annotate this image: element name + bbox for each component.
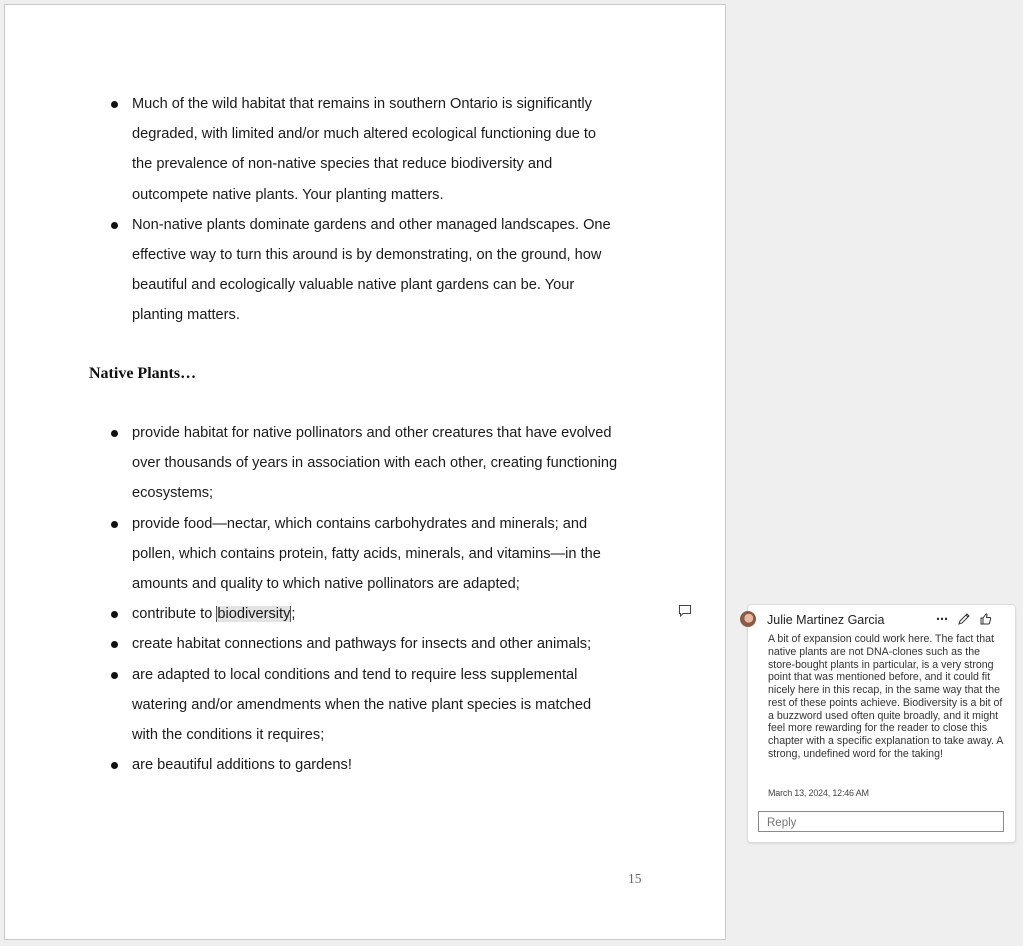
bullet-icon	[111, 222, 118, 229]
line: degraded, with limited and/or much altered ecological functioning due to	[132, 126, 597, 143]
line	[132, 599, 652, 629]
list-item[interactable]	[5, 660, 652, 751]
line: pollen, which contains protein, fatty acids, minerals, and vitamins—in the	[132, 545, 601, 562]
list-item[interactable]	[5, 629, 652, 659]
list-item-commented[interactable]	[5, 599, 652, 629]
text: contribute to	[132, 606, 217, 623]
bullet-icon	[111, 611, 118, 618]
intro-bullet-list	[5, 89, 652, 331]
like-thumb-icon[interactable]	[979, 612, 993, 626]
line: amounts and quality to which native pollinators are adapted;	[132, 576, 520, 593]
line: create habitat connections and pathways for insects and other animals;	[132, 636, 592, 653]
line: over thousands of years in association with each other, creating functioning	[132, 455, 618, 472]
document-page[interactable]	[4, 4, 726, 940]
list-item[interactable]	[5, 210, 652, 331]
bullet-icon	[111, 101, 118, 108]
bullet-icon	[111, 672, 118, 679]
comment-timestamp: March 13, 2024, 12:46 AM	[768, 788, 869, 798]
native-plants-bullet-list	[5, 418, 652, 780]
more-options-button[interactable]: ⋯	[936, 612, 949, 626]
list-item[interactable]	[5, 750, 652, 780]
section-heading: Native Plants…	[89, 365, 197, 382]
bullet-icon	[111, 521, 118, 528]
text: ;	[291, 606, 296, 623]
commented-selection[interactable]: biodiversity	[217, 606, 291, 623]
comment-marker-icon[interactable]	[677, 603, 693, 619]
line: Non-native plants dominate gardens and other managed landscapes. One	[132, 216, 611, 233]
list-item[interactable]	[5, 418, 652, 509]
line: provide food—nectar, which contains carbohydrates and minerals; and	[132, 515, 588, 532]
list-item[interactable]	[5, 509, 652, 600]
line: with the conditions it requires;	[132, 727, 325, 744]
edit-pencil-icon[interactable]	[957, 612, 971, 626]
line: provide habitat for native pollinators and other creatures that have evolved	[132, 425, 612, 441]
line: outcompete native plants. Your planting matters.	[132, 186, 444, 203]
comment-author: Julie Martinez Garcia	[767, 613, 885, 627]
line: planting matters.	[132, 307, 240, 324]
line: the prevalence of non-native species that reduce biodiversity and	[132, 156, 553, 173]
comment-body: A bit of expansion could work here. The fact that native plants are not DNA-clones such as the store-bought plants in particular, is a very strong point that was mentioned before, and it could fit nicely here in this recap, in the same way that the rest of these points achieve. Biodiversity is a bit of a buzzword used often quite broadly, and it might feel more rewarding for the reader to close this chapter with a specific explanation to take away. A strong, undefined word for the taking!	[768, 633, 1003, 760]
bullet-icon	[111, 762, 118, 769]
line: are beautiful additions to gardens!	[132, 757, 352, 774]
page-number: 15	[628, 871, 642, 886]
reply-input[interactable]	[758, 811, 1004, 832]
line: are adapted to local conditions and tend to require less supplemental	[132, 666, 578, 683]
line: ecosystems;	[132, 485, 214, 502]
comment-actions	[936, 611, 993, 627]
line: effective way to turn this around is by demonstrating, on the ground, how	[132, 247, 602, 264]
bullet-icon	[111, 430, 118, 437]
author-avatar	[740, 611, 756, 627]
bullet-icon	[111, 641, 118, 648]
line: watering and/or amendments when the native plant species is matched	[132, 696, 592, 713]
line: beautiful and ecologically valuable native plant gardens can be. Your	[132, 277, 575, 294]
line: Much of the wild habitat that remains in southern Ontario is significantly	[132, 96, 592, 112]
list-item[interactable]	[5, 89, 652, 210]
